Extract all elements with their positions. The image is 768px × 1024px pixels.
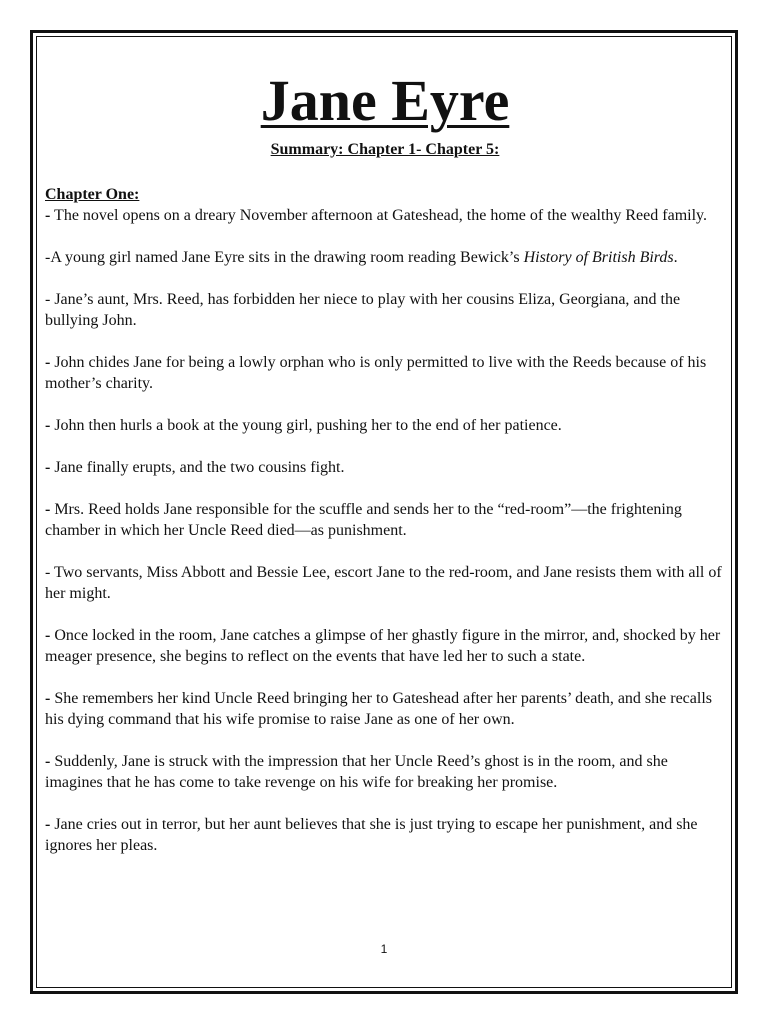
paragraph-1: - The novel opens on a dreary November afternoon at Gateshead, the home of the wealthy Reed family. bbox=[45, 207, 707, 224]
paragraph-7: - Mrs. Reed holds Jane responsible for the scuffle and sends her to the “red-room”—the frightening chamber in which her Uncle Reed died—as punishment. bbox=[45, 501, 682, 539]
paragraph-4: - John chides Jane for being a lowly orphan who is only permitted to live with the Reeds because of his mother’s charity. bbox=[45, 354, 707, 392]
paragraph-5: - John then hurls a book at the young girl, pushing her to the end of her patience. bbox=[45, 417, 562, 434]
paragraph-11: - Suddenly, Jane is struck with the impression that her Uncle Reed’s ghost is in the room, and she imagines that he has come to take revenge on his wife for breaking her promise. bbox=[45, 753, 668, 791]
paragraph-10: - She remembers her kind Uncle Reed bringing her to Gateshead after her parents’ death, and she recalls his dying command that his wife promise to raise Jane as one of her own. bbox=[45, 690, 712, 728]
paragraph-2: -A young girl named Jane Eyre sits in the drawing room reading Bewick’s History of British Birds. bbox=[45, 249, 678, 266]
document-title: Jane Eyre bbox=[260, 68, 510, 133]
summary-paragraphs bbox=[45, 205, 725, 856]
document-subtitle: Summary: Chapter 1- Chapter 5: bbox=[270, 141, 500, 158]
page-content bbox=[45, 70, 725, 877]
paragraph-9: - Once locked in the room, Jane catches a glimpse of her ghastly figure in the mirror, and, shocked by her meager presence, she begins to reflect on the events that have led her to such a state. bbox=[45, 627, 721, 665]
page-number: 1 bbox=[380, 942, 388, 956]
chapter-heading: Chapter One: bbox=[45, 186, 140, 203]
paragraph-6: - Jane finally erupts, and the two cousins fight. bbox=[45, 459, 345, 476]
paragraph-12: - Jane cries out in terror, but her aunt believes that she is just trying to escape her punishment, and she ignores her pleas. bbox=[45, 816, 698, 854]
paragraph-3: - Jane’s aunt, Mrs. Reed, has forbidden her niece to play with her cousins Eliza, Georgiana, and the bullying John. bbox=[45, 291, 681, 329]
paragraph-8: - Two servants, Miss Abbott and Bessie Lee, escort Jane to the red-room, and Jane resists them with all of her might. bbox=[45, 564, 722, 602]
